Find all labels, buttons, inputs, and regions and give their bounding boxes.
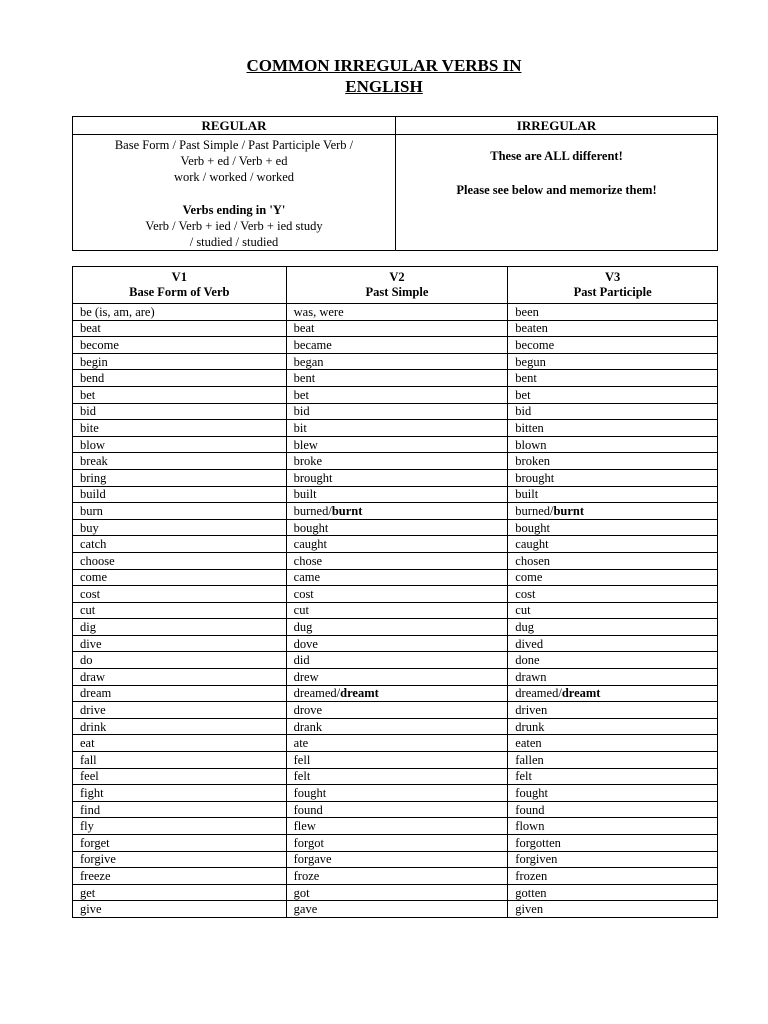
- verb-cell-v1: [73, 453, 287, 470]
- verb-form: froze: [293, 868, 320, 883]
- verb-form: blow: [80, 437, 105, 452]
- verb-cell-v2: [286, 835, 508, 852]
- verb-form: fought: [515, 786, 548, 801]
- verb-form: dreamed/: [293, 686, 341, 701]
- verb-form: dream: [80, 686, 112, 701]
- verb-form: come: [80, 570, 108, 585]
- verb-form: found: [515, 802, 545, 817]
- verb-cell-v1: [73, 486, 287, 503]
- verb-cell-v3: [508, 884, 718, 901]
- verb-form: burned/: [293, 503, 332, 518]
- table-row: [73, 453, 718, 470]
- table-row: [73, 735, 718, 752]
- verb-cell-v1: [73, 420, 287, 437]
- verb-cell-v2: [286, 304, 508, 321]
- verb-cell-v3: [508, 304, 718, 321]
- verb-form: eat: [80, 736, 95, 751]
- verb-form: got: [293, 885, 310, 900]
- regular-irregular-table: [72, 116, 718, 251]
- verb-cell-v2: [286, 785, 508, 802]
- verb-cell-v3: [508, 519, 718, 536]
- verb-form: began: [293, 354, 324, 369]
- verb-cell-v3: [508, 552, 718, 569]
- verb-cell-v3: [508, 652, 718, 669]
- table-row: [73, 602, 718, 619]
- verb-form: brought: [515, 470, 555, 485]
- verb-form: get: [80, 885, 96, 900]
- table-row: [73, 386, 718, 403]
- summary-header-row: [73, 117, 718, 135]
- table-row: [73, 619, 718, 636]
- verb-form: did: [293, 653, 310, 668]
- verb-cell-v2: [286, 436, 508, 453]
- table-row: [73, 752, 718, 769]
- verb-form: begun: [515, 354, 546, 369]
- verb-cell-v3: [508, 752, 718, 769]
- table-row: [73, 801, 718, 818]
- page-title-line-1: COMMON IRREGULAR VERBS IN: [246, 56, 522, 75]
- table-row: [73, 569, 718, 586]
- verb-form-variant: dreamt: [561, 686, 601, 701]
- table-row: [73, 835, 718, 852]
- verb-cell-v2: [286, 453, 508, 470]
- verb-cell-v1: [73, 353, 287, 370]
- verb-cell-v3: [508, 586, 718, 603]
- verb-form: dreamed/: [515, 686, 562, 701]
- verb-cell-v1: [73, 403, 287, 420]
- verb-form: burn: [80, 503, 103, 518]
- column-header-v1: [73, 267, 287, 304]
- table-row: [73, 403, 718, 420]
- verb-cell-v3: [508, 735, 718, 752]
- verb-form: fallen: [515, 752, 544, 767]
- verb-cell-v2: [286, 884, 508, 901]
- verb-form: dug: [293, 620, 313, 635]
- verb-form: bet: [293, 387, 309, 402]
- verb-cell-v3: [508, 635, 718, 652]
- table-row: [73, 901, 718, 918]
- verb-form: dig: [80, 620, 96, 635]
- verb-form: gotten: [515, 885, 547, 900]
- verb-form: drank: [293, 719, 323, 734]
- verb-cell-v2: [286, 569, 508, 586]
- verb-cell-v1: [73, 702, 287, 719]
- verb-cell-v1: [73, 652, 287, 669]
- verb-cell-v1: [73, 370, 287, 387]
- verb-form: become: [80, 337, 119, 352]
- verb-cell-v3: [508, 403, 718, 420]
- verb-cell-v2: [286, 503, 508, 520]
- table-row: [73, 486, 718, 503]
- verb-cell-v1: [73, 801, 287, 818]
- verb-cell-v3: [508, 818, 718, 835]
- verb-form: build: [80, 487, 106, 502]
- verb-cell-v3: [508, 386, 718, 403]
- verb-form: dived: [515, 636, 544, 651]
- verb-cell-v3: [508, 619, 718, 636]
- table-row: [73, 370, 718, 387]
- verb-form: cost: [293, 586, 314, 601]
- verb-form: caught: [293, 537, 327, 552]
- verb-cell-v2: [286, 386, 508, 403]
- verb-form: eaten: [515, 736, 542, 751]
- verb-cell-v3: [508, 851, 718, 868]
- verb-cell-v1: [73, 569, 287, 586]
- table-row: [73, 503, 718, 520]
- verb-form: became: [293, 337, 332, 352]
- verb-cell-v1: [73, 884, 287, 901]
- verb-cell-v1: [73, 602, 287, 619]
- verb-cell-v1: [73, 436, 287, 453]
- table-row: [73, 304, 718, 321]
- verb-cell-v1: [73, 586, 287, 603]
- verb-cell-v2: [286, 519, 508, 536]
- verb-cell-v2: [286, 586, 508, 603]
- irregular-verbs-table: [72, 266, 718, 918]
- verb-form: blown: [515, 437, 547, 452]
- verb-cell-v1: [73, 669, 287, 686]
- verb-cell-v1: [73, 519, 287, 536]
- verb-cell-v2: [286, 370, 508, 387]
- verb-form-variant: dreamt: [340, 686, 379, 701]
- column-header-v3: [508, 267, 718, 304]
- regular-line: Base Form / Past Simple / Past Participle Verb /: [114, 138, 354, 152]
- verb-form: bought: [293, 520, 329, 535]
- verb-cell-v3: [508, 602, 718, 619]
- verb-cell-v1: [73, 785, 287, 802]
- verb-form: found: [293, 802, 323, 817]
- table-row: [73, 851, 718, 868]
- verb-form: bid: [515, 404, 532, 419]
- verb-cell-v1: [73, 901, 287, 918]
- verb-cell-v2: [286, 403, 508, 420]
- regular-description: [73, 135, 396, 251]
- verb-form: bet: [80, 387, 96, 402]
- page-title-line-2: ENGLISH: [345, 77, 423, 96]
- verb-form: chosen: [515, 553, 551, 568]
- verb-form: forgave: [293, 852, 332, 867]
- table-row: [73, 785, 718, 802]
- verb-cell-v1: [73, 735, 287, 752]
- regular-line: work / worked / worked: [173, 170, 295, 184]
- verb-cell-v2: [286, 818, 508, 835]
- verb-form: been: [515, 304, 539, 319]
- verb-form: beat: [80, 321, 101, 336]
- verb-cell-v1: [73, 469, 287, 486]
- page-title: [0, 55, 768, 97]
- verb-cell-v2: [286, 669, 508, 686]
- verb-form: find: [80, 802, 101, 817]
- verb-cell-v1: [73, 619, 287, 636]
- verb-cell-v1: [73, 685, 287, 702]
- summary-body-row: [73, 135, 718, 251]
- verb-cell-v3: [508, 718, 718, 735]
- verb-form: bet: [515, 387, 531, 402]
- verb-cell-v3: [508, 453, 718, 470]
- verb-form: bid: [80, 404, 96, 419]
- irregular-description: [396, 135, 718, 251]
- verb-form: drawn: [515, 669, 547, 684]
- y-verbs-line: Verb / Verb + ied / Verb + ied study: [145, 219, 323, 233]
- verb-cell-v1: [73, 304, 287, 321]
- verb-form: driven: [515, 703, 548, 718]
- verbs-header-row: [73, 267, 718, 304]
- table-row: [73, 702, 718, 719]
- verb-form: caught: [515, 537, 549, 552]
- verb-cell-v1: [73, 536, 287, 553]
- table-row: [73, 552, 718, 569]
- column-label: Past Participle: [573, 285, 652, 299]
- verb-form: done: [515, 653, 540, 668]
- verb-cell-v1: [73, 337, 287, 354]
- verb-cell-v1: [73, 552, 287, 569]
- verb-form: dug: [515, 620, 535, 635]
- verb-cell-v3: [508, 569, 718, 586]
- verb-form: be (is, am, are): [80, 304, 155, 319]
- verb-form: draw: [80, 669, 105, 684]
- verb-form: bit: [293, 420, 307, 435]
- verb-form: fly: [80, 819, 94, 834]
- verb-cell-v1: [73, 768, 287, 785]
- verb-form: burned/: [515, 503, 554, 518]
- verb-cell-v1: [73, 718, 287, 735]
- table-row: [73, 586, 718, 603]
- verb-form: begin: [80, 354, 108, 369]
- table-row: [73, 337, 718, 354]
- verb-form: cut: [515, 603, 531, 618]
- table-row: [73, 536, 718, 553]
- verb-cell-v3: [508, 436, 718, 453]
- table-row: [73, 320, 718, 337]
- verb-form: drink: [80, 719, 107, 734]
- verb-form: built: [293, 487, 317, 502]
- verb-form: broken: [515, 454, 551, 469]
- verb-form: frozen: [515, 868, 548, 883]
- column-code: V1: [171, 270, 187, 284]
- column-code: V2: [389, 270, 405, 284]
- verb-form: forget: [80, 835, 110, 850]
- regular-header: REGULAR: [73, 117, 396, 135]
- verb-form: catch: [80, 537, 107, 552]
- verb-form: drove: [293, 703, 323, 718]
- verb-cell-v1: [73, 635, 287, 652]
- column-label: Base Form of Verb: [129, 285, 230, 299]
- spacer: [396, 165, 717, 182]
- verb-cell-v3: [508, 685, 718, 702]
- verb-cell-v3: [508, 420, 718, 437]
- table-row: [73, 635, 718, 652]
- verbs-table-body: [73, 304, 718, 918]
- verb-form: become: [515, 337, 555, 352]
- table-row: [73, 768, 718, 785]
- table-row: [73, 718, 718, 735]
- verb-form: beaten: [515, 321, 548, 336]
- verb-cell-v3: [508, 768, 718, 785]
- verb-form: built: [515, 487, 539, 502]
- verb-form-variant: burnt: [553, 503, 585, 518]
- verb-form: forgotten: [515, 835, 561, 850]
- verb-cell-v3: [508, 702, 718, 719]
- table-row: [73, 685, 718, 702]
- verb-form: brought: [293, 470, 333, 485]
- verb-form: chose: [293, 553, 323, 568]
- verb-cell-v1: [73, 752, 287, 769]
- irregular-line-2: Please see below and memorize them!: [456, 183, 657, 197]
- verb-cell-v2: [286, 851, 508, 868]
- table-row: [73, 469, 718, 486]
- verb-cell-v2: [286, 768, 508, 785]
- verb-cell-v2: [286, 868, 508, 885]
- verb-form: bought: [515, 520, 551, 535]
- verb-cell-v1: [73, 868, 287, 885]
- verb-form: flew: [293, 819, 316, 834]
- table-row: [73, 353, 718, 370]
- verb-cell-v3: [508, 785, 718, 802]
- verb-cell-v2: [286, 536, 508, 553]
- verb-form: came: [293, 570, 321, 585]
- verb-form: bend: [80, 371, 105, 386]
- verb-cell-v2: [286, 486, 508, 503]
- verb-form: dive: [80, 636, 102, 651]
- verb-cell-v3: [508, 536, 718, 553]
- verb-form: give: [80, 902, 102, 917]
- regular-line: Verb + ed / Verb + ed: [180, 154, 288, 168]
- verb-cell-v2: [286, 685, 508, 702]
- verb-form: bid: [293, 404, 310, 419]
- verb-cell-v2: [286, 469, 508, 486]
- verb-cell-v2: [286, 552, 508, 569]
- verb-form: drew: [293, 669, 319, 684]
- verb-form: feel: [80, 769, 99, 784]
- verb-cell-v3: [508, 669, 718, 686]
- verb-cell-v2: [286, 320, 508, 337]
- verb-cell-v3: [508, 801, 718, 818]
- verb-form: break: [80, 454, 108, 469]
- verb-form: do: [80, 653, 93, 668]
- verb-cell-v3: [508, 320, 718, 337]
- verb-cell-v3: [508, 370, 718, 387]
- y-verbs-line: / studied / studied: [189, 235, 279, 249]
- verb-form: cost: [80, 586, 101, 601]
- verb-form: broke: [293, 454, 323, 469]
- verb-cell-v1: [73, 503, 287, 520]
- verb-cell-v2: [286, 420, 508, 437]
- verb-form: fall: [80, 752, 97, 767]
- verb-form-variant: burnt: [331, 503, 363, 518]
- verb-form: bring: [80, 470, 107, 485]
- verb-form: was, were: [293, 304, 344, 319]
- verb-form: cut: [80, 603, 96, 618]
- table-row: [73, 868, 718, 885]
- verb-cell-v2: [286, 337, 508, 354]
- irregular-header: IRREGULAR: [396, 117, 718, 135]
- irregular-line-1: These are ALL different!: [490, 149, 623, 163]
- verb-form: given: [515, 902, 544, 917]
- table-row: [73, 884, 718, 901]
- verb-cell-v3: [508, 835, 718, 852]
- verb-cell-v2: [286, 353, 508, 370]
- verb-form: come: [515, 570, 543, 585]
- verb-cell-v2: [286, 619, 508, 636]
- verb-cell-v2: [286, 752, 508, 769]
- verb-cell-v3: [508, 469, 718, 486]
- table-row: [73, 519, 718, 536]
- verb-form: cut: [293, 603, 309, 618]
- verb-cell-v1: [73, 851, 287, 868]
- verb-cell-v3: [508, 353, 718, 370]
- verb-cell-v2: [286, 702, 508, 719]
- verb-cell-v3: [508, 868, 718, 885]
- table-row: [73, 420, 718, 437]
- verb-form: bent: [293, 371, 316, 386]
- column-code: V3: [605, 270, 621, 284]
- verb-form: freeze: [80, 868, 111, 883]
- column-label: Past Simple: [365, 285, 429, 299]
- verb-cell-v3: [508, 486, 718, 503]
- verb-form: forgive: [80, 852, 116, 867]
- verb-cell-v2: [286, 735, 508, 752]
- verb-form: bitten: [515, 420, 544, 435]
- verb-form: drunk: [515, 719, 545, 734]
- verb-form: dove: [293, 636, 318, 651]
- verb-cell-v3: [508, 901, 718, 918]
- verb-form: bite: [80, 420, 99, 435]
- verb-form: gave: [293, 902, 318, 917]
- table-row: [73, 436, 718, 453]
- verb-form: forgiven: [515, 852, 558, 867]
- verb-form: felt: [515, 769, 532, 784]
- verb-cell-v3: [508, 337, 718, 354]
- verb-form: bent: [515, 371, 537, 386]
- verb-form: fought: [293, 786, 327, 801]
- verb-cell-v1: [73, 818, 287, 835]
- verb-cell-v1: [73, 320, 287, 337]
- y-verbs-heading: Verbs ending in 'Y': [182, 203, 286, 217]
- verb-form: choose: [80, 553, 115, 568]
- verb-cell-v2: [286, 801, 508, 818]
- verb-form: forgot: [293, 835, 324, 850]
- verb-cell-v2: [286, 602, 508, 619]
- table-row: [73, 652, 718, 669]
- verb-cell-v2: [286, 901, 508, 918]
- verb-form: fell: [293, 752, 311, 767]
- verb-form: beat: [293, 321, 315, 336]
- verb-form: flown: [515, 819, 545, 834]
- verb-cell-v2: [286, 652, 508, 669]
- verb-cell-v2: [286, 718, 508, 735]
- spacer: [73, 185, 395, 202]
- verb-form: buy: [80, 520, 99, 535]
- verb-cell-v1: [73, 835, 287, 852]
- verb-form: ate: [293, 736, 309, 751]
- verb-cell-v1: [73, 386, 287, 403]
- verb-form: fight: [80, 786, 104, 801]
- column-header-v2: [286, 267, 508, 304]
- table-row: [73, 818, 718, 835]
- table-row: [73, 669, 718, 686]
- verb-cell-v3: [508, 503, 718, 520]
- verb-form: felt: [293, 769, 311, 784]
- verb-cell-v2: [286, 635, 508, 652]
- verb-form: blew: [293, 437, 318, 452]
- verb-form: cost: [515, 586, 536, 601]
- verb-form: drive: [80, 703, 106, 718]
